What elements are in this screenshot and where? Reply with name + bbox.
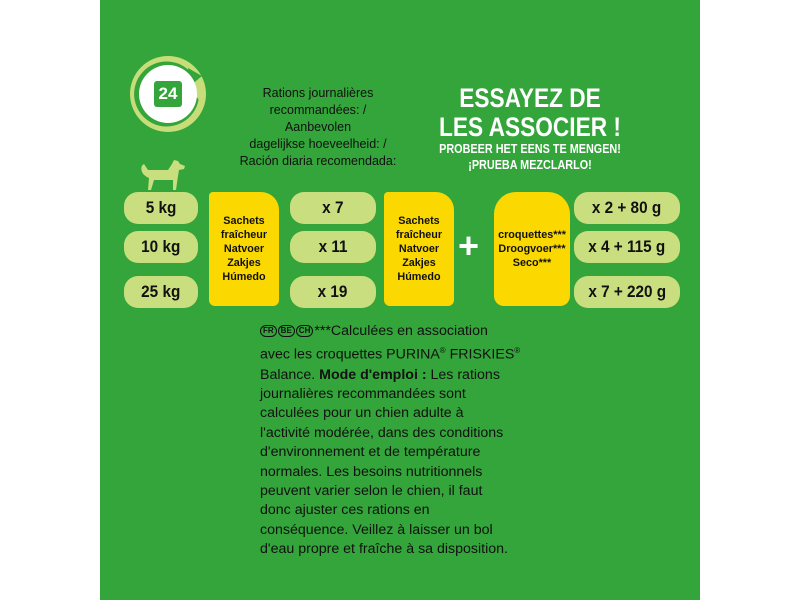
rations-line: recommandées: / — [269, 102, 367, 117]
amount-value: x 4 + 115 g — [588, 237, 666, 256]
instructions-line: conséquence. Veillez à laisser un bol — [260, 521, 493, 538]
clock-24-icon — [130, 56, 206, 132]
pouch-icon — [384, 192, 454, 306]
instructions-line: d'eau propre et fraîche à sa disposition. — [260, 541, 508, 558]
subheadline-line: PROBEER HET EENS TE MENGEN! — [439, 142, 621, 156]
amount-value: x 7 — [322, 198, 344, 217]
instructions-text: avec les croquettes PURINA — [260, 347, 440, 364]
subheadline-line: ¡PRUEBA MEZCLARLO! — [468, 158, 592, 172]
instructions-line: l'activité modérée, dans des conditions — [260, 424, 504, 441]
instructions-bold-label: Mode d'emploi : — [319, 366, 427, 383]
instructions-line — [260, 341, 542, 365]
weight-pill — [124, 276, 198, 308]
dry-label-line: Seco*** — [512, 257, 552, 269]
pouch-amount-pill — [290, 192, 376, 224]
pouch-label-line: Sachets — [223, 215, 265, 227]
pouch-label-line: fraîcheur — [395, 229, 443, 241]
registered-mark: ® — [514, 346, 521, 356]
mixed-amount-pill — [574, 192, 680, 224]
amount-value: x 2 + 80 g — [592, 198, 662, 217]
clock-hours-label: 24 — [154, 81, 183, 107]
country-flag-badge: FR — [260, 325, 277, 337]
pouch-label — [384, 214, 454, 284]
mix-headline — [421, 84, 639, 142]
instructions-line: normales. Les besoins nutritionnels — [260, 463, 483, 480]
instructions-line: peuvent varier selon le chien, il faut — [260, 482, 483, 499]
instructions-line: d'environnement et de température — [260, 444, 481, 461]
headline-line: LES ASSOCIER ! — [439, 112, 621, 142]
pouch-label-line: Sachets — [398, 215, 440, 227]
instructions-line: journalières recommandées sont — [260, 385, 466, 402]
weight-value: 10 kg — [141, 237, 181, 256]
feeding-guide-panel — [100, 0, 700, 600]
pouch-label-line: Húmedo — [397, 271, 441, 283]
amount-value: x 11 — [318, 237, 348, 256]
instructions-text: Balance. — [260, 366, 320, 383]
rations-line: Rations journalières — [262, 85, 374, 100]
pouch-amount-pill — [290, 276, 376, 308]
pouch-amount-pill — [290, 231, 376, 263]
weight-pill — [124, 231, 198, 263]
rations-line: dagelijkse hoeveelheid: / — [249, 136, 387, 151]
pouch-label-line: Húmedo — [222, 271, 266, 283]
instructions-text: FRISKIES — [445, 347, 515, 364]
plus-sign: + — [458, 225, 480, 266]
instructions-text: Les rations — [426, 366, 500, 383]
amount-value: x 19 — [318, 282, 348, 301]
amount-value: x 7 + 220 g — [588, 282, 666, 301]
rations-line: Aanbevolen — [284, 119, 352, 134]
mixed-amount-pill — [574, 231, 680, 263]
clock-face — [139, 65, 197, 123]
instructions-line — [260, 366, 542, 385]
dog-silhouette-icon — [138, 158, 188, 192]
pouch-icon — [209, 192, 279, 306]
country-flag-badge: CH — [296, 325, 314, 337]
weight-value: 25 kg — [141, 282, 181, 301]
weight-pill — [124, 192, 198, 224]
daily-ration-heading — [217, 84, 418, 169]
instructions-text: ***Calculées en association — [314, 323, 488, 339]
headline-line: ESSAYEZ DE — [459, 83, 601, 113]
weight-value: 5 kg — [145, 198, 177, 217]
registered-mark: ® — [439, 346, 446, 356]
pouch-label-line: fraîcheur — [220, 229, 268, 241]
instructions-line — [260, 322, 542, 341]
pouch-label-line: Natvoer Zakjes — [223, 243, 265, 269]
country-flag-badge: BE — [278, 325, 295, 337]
mix-subheadline — [418, 141, 642, 173]
usage-instructions — [260, 322, 542, 560]
instructions-line: donc ajuster ces rations en — [260, 502, 430, 519]
mixed-amount-pill — [574, 276, 680, 308]
dry-label-line: Droogvoer*** — [498, 243, 566, 255]
pouch-label — [209, 214, 279, 284]
dry-food-bag-icon — [494, 192, 570, 306]
rations-line: Ración diaria recomendada: — [239, 153, 397, 168]
dry-food-label — [498, 228, 566, 270]
instructions-line: calculées pour un chien adulte à — [260, 405, 464, 422]
pouch-label-line: Natvoer Zakjes — [398, 243, 440, 269]
dry-label-line: croquettes*** — [498, 229, 566, 241]
